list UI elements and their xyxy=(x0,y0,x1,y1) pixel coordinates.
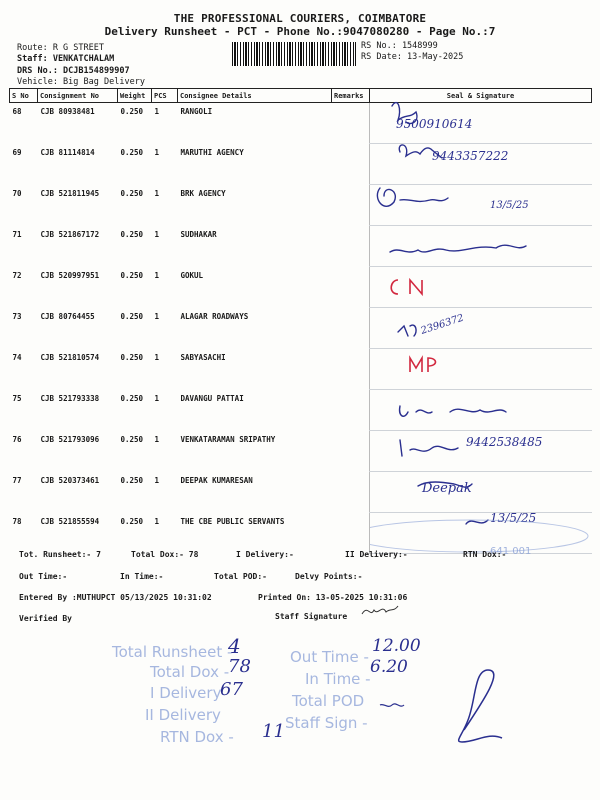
cell-consignee: SABYASACHI xyxy=(180,352,226,362)
cell-weight: 0.250 xyxy=(120,229,144,239)
cell-remarks xyxy=(332,267,370,308)
barcode-image xyxy=(232,42,356,66)
cell-consignment: CJB 80764455 xyxy=(40,311,95,321)
cell-consignee: MARUTHI AGENCY xyxy=(180,147,244,157)
rs-no-label: RS No.: 1548999 xyxy=(361,41,438,51)
cell-sno: 78 xyxy=(12,516,22,526)
col-sno: S No xyxy=(10,89,38,103)
cell-weight: 0.250 xyxy=(120,434,144,444)
cell-pcs: 1 xyxy=(154,107,160,116)
cell-sno: 75 xyxy=(12,393,22,403)
cell-pcs: 1 xyxy=(154,311,160,321)
col-consignment: Consignment No xyxy=(38,89,118,103)
stamp-out-time: Out Time - xyxy=(290,648,369,666)
hand-in-time: 6.20 xyxy=(370,657,408,677)
verified-by: Verified By xyxy=(19,614,72,623)
col-pcs: PCS xyxy=(152,89,178,103)
phone-68: 9500910614 xyxy=(396,117,473,131)
cell-remarks xyxy=(332,349,370,390)
tot-runsheet: Tot. Runsheet:- 7 xyxy=(19,550,101,559)
runsheet-subtitle: Delivery Runsheet - PCT - Phone No.:9047080280 - Page No.:7 xyxy=(104,25,496,38)
cell-remarks xyxy=(332,308,370,349)
cell-weight: 0.250 xyxy=(120,147,144,157)
cell-pcs: 1 xyxy=(154,393,160,403)
cell-consignment: CJB 520997951 xyxy=(40,270,100,280)
staff-signature-label: Staff Signature xyxy=(275,612,348,621)
cell-weight: 0.250 xyxy=(120,270,144,280)
out-time: Out Time:- xyxy=(19,572,68,581)
stamp-rtn-dox: RTN Dox - xyxy=(160,728,234,746)
cell-remarks xyxy=(332,185,370,226)
cell-consignee: THE CBE PUBLIC SERVANTS xyxy=(180,516,285,526)
cell-consignment: CJB 80938481 xyxy=(40,107,95,116)
cell-remarks xyxy=(332,103,370,144)
stamp-in-time: In Time - xyxy=(305,670,371,688)
col-remarks: Remarks xyxy=(332,89,370,103)
drs-label: DRS No.: DCJB154899907 xyxy=(17,66,130,76)
stamp-i-delivery: I Delivery xyxy=(150,684,222,702)
cell-consignment: CJB 521867172 xyxy=(40,229,100,239)
signature-75 xyxy=(400,406,506,416)
cell-sno: 73 xyxy=(12,311,22,321)
printed-on: Printed On: 13-05-2025 10:31:06 xyxy=(258,593,408,602)
signature-74-red xyxy=(410,358,436,372)
cell-weight: 0.250 xyxy=(120,107,144,116)
cell-pcs: 1 xyxy=(154,188,160,198)
address-stamp xyxy=(370,520,588,552)
signatures-overlay xyxy=(370,88,595,558)
staff-label: Staff: VENKATCHALAM xyxy=(17,54,115,64)
in-time: In Time:- xyxy=(120,572,164,581)
cell-weight: 0.250 xyxy=(120,475,144,485)
cell-consignee: RANGOLI xyxy=(180,107,213,116)
cell-sno: 77 xyxy=(12,475,22,485)
cell-remarks xyxy=(332,472,370,513)
cell-consignee: DEEPAK KUMARESAN xyxy=(180,475,253,485)
cell-pcs: 1 xyxy=(154,270,160,280)
date-78: 13/5/25 xyxy=(490,511,537,525)
stamp-signature xyxy=(360,660,540,770)
date-70: 13/5/25 xyxy=(490,200,529,211)
cell-weight: 0.250 xyxy=(120,352,144,362)
vehicle-label: Vehicle: Big Bag Delivery xyxy=(17,77,145,87)
col-signature: Seal & Signature xyxy=(370,89,592,103)
company-title: THE PROFESSIONAL COURIERS, COIMBATORE xyxy=(173,12,427,25)
entered-by: Entered By :MUTHUPCT 05/13/2025 10:31:02 xyxy=(19,593,212,602)
rtn-dox: RTN Dox:- xyxy=(463,550,507,559)
cell-sno: 69 xyxy=(12,147,22,157)
cell-consignee: ALAGAR ROADWAYS xyxy=(180,311,249,321)
cell-sno: 72 xyxy=(12,270,22,280)
cell-consignee: SUDHAKAR xyxy=(180,229,217,239)
cell-remarks xyxy=(332,390,370,431)
phone-76: 9442538485 xyxy=(466,435,543,449)
hand-i-delivery: 67 xyxy=(220,679,243,700)
col-weight: Weight xyxy=(118,89,152,103)
phone-73: 2396372 xyxy=(419,312,466,337)
cell-pcs: 1 xyxy=(154,352,160,362)
cell-remarks xyxy=(332,144,370,185)
cell-sno: 68 xyxy=(12,107,22,116)
hand-runsheet: 4 xyxy=(228,634,241,658)
cell-consignee: VENKATARAMAN SRIPATHY xyxy=(180,434,276,444)
cell-pcs: 1 xyxy=(154,475,160,485)
cell-remarks xyxy=(332,226,370,267)
cell-weight: 0.250 xyxy=(120,188,144,198)
signature-72-red xyxy=(391,280,422,294)
cell-consignment: CJB 520373461 xyxy=(40,475,100,485)
col-consignee: Consignee Details xyxy=(178,89,332,103)
cell-consignee: GOKUL xyxy=(180,270,204,280)
cell-sno: 70 xyxy=(12,188,22,198)
cell-remarks xyxy=(332,513,370,554)
cell-consignment: CJB 521793338 xyxy=(40,393,100,403)
phone-69: 9443357222 xyxy=(432,149,509,163)
cell-consignee: BRK AGENCY xyxy=(180,188,226,198)
cell-pcs: 1 xyxy=(154,229,160,239)
cell-consignment: CJB 521793096 xyxy=(40,434,100,444)
cell-pcs: 1 xyxy=(154,516,160,526)
cell-pcs: 1 xyxy=(154,147,160,157)
cell-consignment: CJB 81114814 xyxy=(40,147,95,157)
cell-weight: 0.250 xyxy=(120,516,144,526)
stamp-total-runsheet: Total Runsheet - xyxy=(112,643,233,661)
i-delivery: I Delivery:- xyxy=(236,550,294,559)
cell-consignment: CJB 521811945 xyxy=(40,188,100,198)
hand-out-time: 12.00 xyxy=(372,636,421,656)
signature-71 xyxy=(390,245,526,252)
signature-73 xyxy=(398,325,416,336)
hand-dox: 78 xyxy=(228,656,251,677)
staff-signature-scribble xyxy=(360,600,400,620)
hand-rtn: 11 xyxy=(262,721,285,742)
rs-date-label: RS Date: 13-May-2025 xyxy=(361,52,464,62)
cell-remarks xyxy=(332,431,370,472)
total-pod: Total POD:- xyxy=(214,572,267,581)
deepak-77: Deepak xyxy=(422,481,472,496)
cell-sno: 71 xyxy=(12,229,22,239)
cell-sno: 76 xyxy=(12,434,22,444)
cell-weight: 0.250 xyxy=(120,311,144,321)
cell-consignment: CJB 521810574 xyxy=(40,352,100,362)
signature-70 xyxy=(377,188,448,206)
route-label: Route: R G STREET xyxy=(17,43,104,53)
cell-consignment: CJB 521855594 xyxy=(40,516,100,526)
stamp-total-dox: Total Dox - xyxy=(150,663,230,681)
cell-sno: 74 xyxy=(12,352,22,362)
signature-76 xyxy=(400,440,458,456)
delvy-points: Delvy Points:- xyxy=(295,572,363,581)
stamp-total-pod: Total POD xyxy=(292,692,365,710)
total-dox: Total Dox:- 78 xyxy=(131,550,199,559)
cell-weight: 0.250 xyxy=(120,393,144,403)
stamp-ii-delivery: II Delivery xyxy=(145,706,221,724)
cell-pcs: 1 xyxy=(154,434,160,444)
stamp-pin: 641 001 xyxy=(490,546,532,557)
ii-delivery: II Delivery:- xyxy=(345,550,408,559)
stamp-staff-sign: Staff Sign - xyxy=(285,714,368,732)
cell-consignee: DAVANGU PATTAI xyxy=(180,393,244,403)
